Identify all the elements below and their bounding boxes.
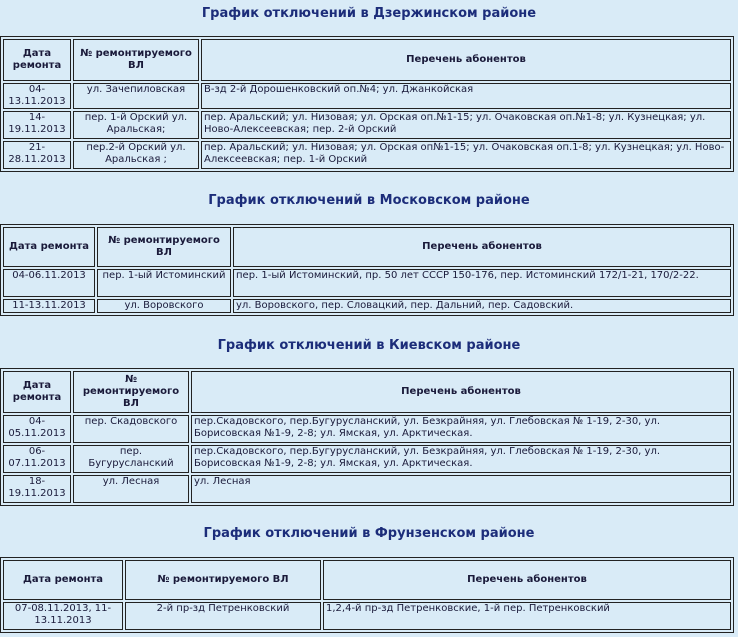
cell-subscribers: ул. Воровского, пер. Словацкий, пер. Дальний, пер. Садовский. (233, 299, 731, 313)
table-row (3, 475, 731, 503)
header-date: Дата ремонта (3, 227, 95, 267)
table-row (3, 111, 731, 139)
cell-subscribers: пер.Скадовского, пер.Бугурусланский, ул. Безкрайняя, ул. Глебовская № 1-19, 2-30, ул. Борисовская №1-9, 2-8; ул. Ямская, ул. Арктическая. (191, 445, 731, 473)
table-row (3, 83, 731, 109)
cell-date: 21-28.11.2013 (3, 141, 71, 169)
cell-date: 06-07.11.2013 (3, 445, 71, 473)
table-row (3, 602, 731, 630)
section-title-frunzensky: График отключений в Фрунзенском районе (203, 526, 535, 541)
cell-line: ул. Воровского (97, 299, 231, 313)
header-line: № ремонтируемого ВЛ (125, 560, 321, 600)
cell-subscribers: 1,2,4-й пр-зд Петренковские, 1-й пер. Петренковский (323, 602, 731, 630)
cell-date: 14-19.11.2013 (3, 111, 71, 139)
section-title-dzerzhinsky: График отключений в Дзержинском районе (201, 6, 537, 21)
cell-date: 07-08.11.2013, 11-13.11.2013 (3, 602, 123, 630)
header-date: Дата ремонта (3, 371, 71, 413)
section-title-kievsky: График отключений в Киевском районе (217, 338, 521, 353)
schedule-table-dzerzhinsky (0, 36, 734, 172)
cell-date: 18-19.11.2013 (3, 475, 71, 503)
cell-date: 04-13.11.2013 (3, 83, 71, 109)
table-row (3, 415, 731, 443)
table-row (3, 141, 731, 169)
schedule-table-moskovsky (0, 224, 734, 316)
header-subscribers: Перечень абонентов (323, 560, 731, 600)
cell-line: пер. 1-й Орский ул. Аральская; (73, 111, 199, 139)
cell-line: пер. 1-ый Истоминский (97, 269, 231, 297)
cell-subscribers: пер. Аральский; ул. Низовая; ул. Орская оп№1-15; ул. Очаковская оп.1-8; ул. Кузнецкая; ул. Ново-Алексеевская; пер. 1-й Орский (201, 141, 731, 169)
cell-line: ул. Зачепиловская (73, 83, 199, 109)
cell-date: 04-05.11.2013 (3, 415, 71, 443)
cell-line: пер. Скадовского (73, 415, 189, 443)
schedule-table-kievsky (0, 368, 734, 506)
cell-line: 2-й пр-зд Петренковский (125, 602, 321, 630)
cell-date: 11-13.11.2013 (3, 299, 95, 313)
header-date: Дата ремонта (3, 560, 123, 600)
table-row (3, 269, 731, 297)
header-subscribers: Перечень абонентов (191, 371, 731, 413)
cell-line: пер. Бугурусланский (73, 445, 189, 473)
header-date: Дата ремонта (3, 39, 71, 81)
header-line: № ремонтируемого ВЛ (97, 227, 231, 267)
header-subscribers: Перечень абонентов (233, 227, 731, 267)
cell-subscribers: В-зд 2-й Дорошенковский оп.№4; ул. Джанкойская (201, 83, 731, 109)
cell-subscribers: пер. 1-ый Истоминский, пр. 50 лет СССР 150-176, пер. Истоминский 172/1-21, 170/2-22. (233, 269, 731, 297)
cell-subscribers: пер.Скадовского, пер.Бугурусланский, ул. Безкрайняя, ул. Глебовская № 1-19, 2-30, ул. Борисовская №1-9, 2-8; ул. Ямская, ул. Арктическая. (191, 415, 731, 443)
section-title-moskovsky: График отключений в Московском районе (208, 193, 530, 208)
header-subscribers: Перечень абонентов (201, 39, 731, 81)
cell-subscribers: пер. Аральский; ул. Низовая; ул. Орская оп.№1-15; ул. Очаковская оп.№1-8; ул. Кузнецкая; ул. Ново-Алексеевская; пер. 2-й Орский (201, 111, 731, 139)
cell-line: пер.2-й Орский ул. Аральская ; (73, 141, 199, 169)
schedule-table-frunzensky (0, 557, 734, 633)
table-row (3, 299, 731, 313)
table-row (3, 445, 731, 473)
header-line: № ремонтируемого ВЛ (73, 39, 199, 81)
header-line: № ремонтируемого ВЛ (73, 371, 189, 413)
cell-subscribers: ул. Лесная (191, 475, 731, 503)
cell-date: 04-06.11.2013 (3, 269, 95, 297)
cell-line: ул. Лесная (73, 475, 189, 503)
